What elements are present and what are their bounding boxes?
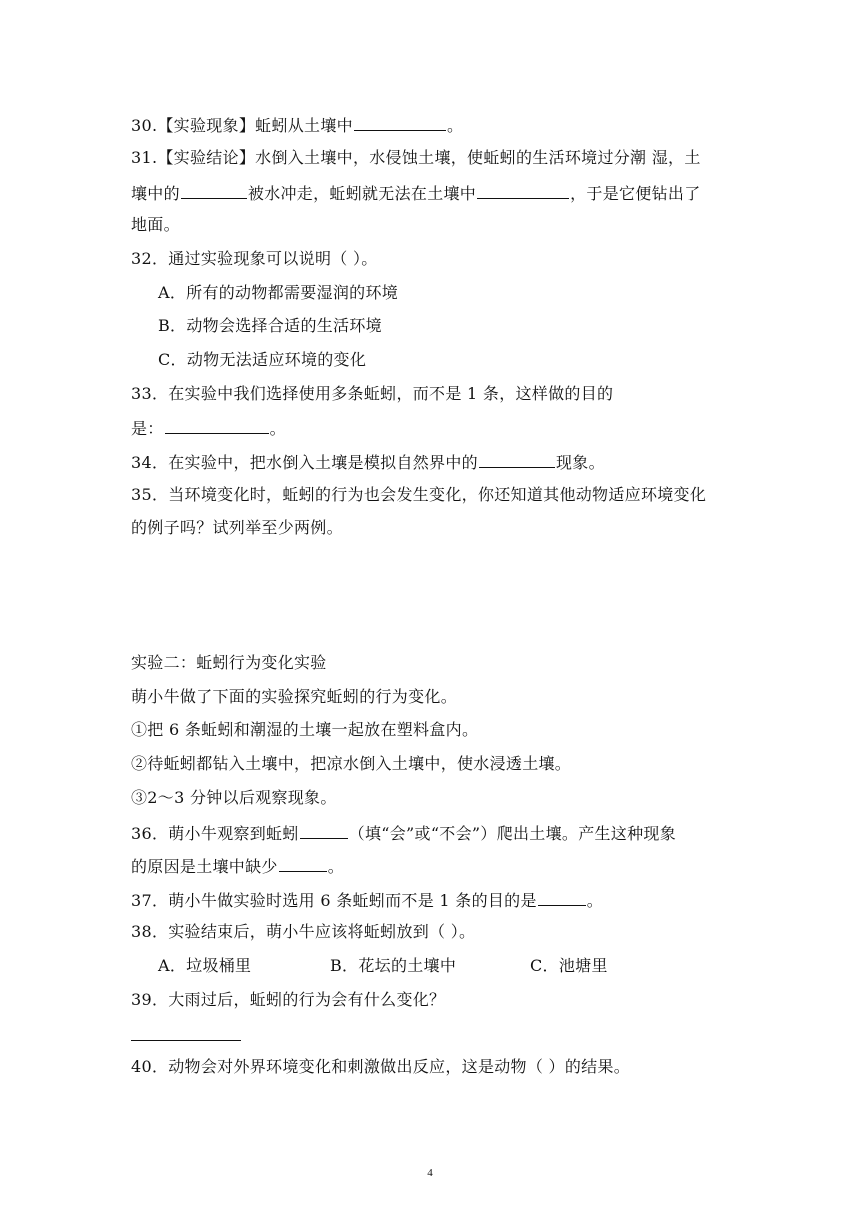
q30-text-end: 。 — [446, 116, 464, 135]
q37-answer-blank[interactable] — [538, 889, 586, 906]
question-31-line-1: 31.【实验结论】水倒入土壤中，水侵蚀土壤，使蚯蚓的生活环境过分潮 湿，土 — [131, 148, 701, 167]
q34-answer-blank[interactable] — [479, 451, 555, 468]
q32-option-b[interactable]: B．动物会选择合适的生活环境 — [158, 316, 382, 335]
q30-text: 30.【实验现象】蚯蚓从土壤中 — [131, 116, 353, 135]
q39-answer-line[interactable] — [131, 1040, 241, 1041]
question-31-line-2 — [131, 182, 741, 204]
q32-option-a[interactable]: A．所有的动物都需要湿润的环境 — [158, 283, 399, 302]
question-35-line-1: 35．当环境变化时，蚯蚓的行为也会发生变化，你还知道其他动物适应环境变化 — [131, 485, 707, 504]
q31-answer-blank-2[interactable] — [477, 182, 569, 199]
q31-text-b: 被水冲走，蚯蚓就无法在土壤中 — [247, 184, 477, 203]
q38-options — [158, 956, 768, 976]
q33-text-b: 。 — [269, 419, 286, 438]
question-33-line-2 — [131, 417, 741, 439]
experiment-2-title: 实验二：蚯蚓行为变化实验 — [131, 653, 327, 672]
q37-text-b: 。 — [586, 891, 604, 910]
question-33-line-1: 33．在实验中我们选择使用多条蚯蚓，而不是 1 条，这样做的目的 — [131, 384, 614, 403]
question-37 — [131, 889, 741, 911]
q32-option-c[interactable]: C．动物无法适应环境的变化 — [158, 350, 367, 369]
question-36-line-2 — [131, 855, 741, 877]
q36-text-c: 的原因是土壤中缺少 — [131, 857, 278, 876]
q33-text-a: 是： — [131, 419, 164, 438]
question-34 — [131, 451, 741, 473]
question-31-line-3: 地面。 — [131, 215, 180, 234]
q36-text-d: 。 — [327, 857, 345, 876]
q38-option-b[interactable]: B．花坛的土壤中 — [330, 956, 457, 975]
question-38-stem: 38．实验结束后，萌小牛应该将蚯蚓放到（ ）。 — [131, 922, 476, 941]
q38-option-c[interactable]: C．池塘里 — [530, 956, 608, 975]
experiment-2-step-1: ①把 6 条蚯蚓和潮湿的土壤一起放在塑料盒内。 — [131, 720, 479, 739]
q37-text-a: 37．萌小牛做实验时选用 6 条蚯蚓而不是 1 条的目的是 — [131, 891, 537, 910]
q31-text-a: 壤中的 — [131, 184, 180, 203]
q34-text-b: 现象。 — [555, 453, 605, 472]
q36-answer-blank-1[interactable] — [300, 822, 348, 839]
q36-text-a: 36．萌小牛观察到蚯蚓 — [131, 824, 299, 843]
q38-option-a[interactable]: A．垃圾桶里 — [158, 956, 252, 975]
question-32-stem: 32．通过实验现象可以说明（ ）。 — [131, 249, 378, 268]
q36-answer-blank-2[interactable] — [279, 855, 327, 872]
question-30 — [131, 114, 741, 136]
q30-answer-blank[interactable] — [354, 114, 446, 131]
experiment-2-step-3: ③2～3 分钟以后观察现象。 — [131, 788, 337, 807]
q33-answer-blank[interactable] — [165, 417, 269, 434]
question-36-line-1 — [131, 822, 741, 844]
q34-text-a: 34．在实验中，把水倒入土壤是模拟自然界中的 — [131, 453, 478, 472]
experiment-2-intro: 萌小牛做了下面的实验探究蚯蚓的行为变化。 — [131, 687, 458, 706]
page-number: 4 — [427, 1167, 433, 1179]
q31-text-c: ，于是它便钻出了 — [570, 184, 701, 203]
question-40-stem: 40．动物会对外界环境变化和刺激做出反应，这是动物（ ）的结果。 — [131, 1057, 631, 1076]
question-35-line-2: 的例子吗？试列举至少两例。 — [131, 518, 343, 537]
q31-answer-blank-1[interactable] — [181, 182, 247, 199]
question-39-stem: 39．大雨过后，蚯蚓的行为会有什么变化？ — [131, 990, 446, 1009]
experiment-2-step-2: ②待蚯蚓都钻入土壤中，把凉水倒入土壤中，使水浸透土壤。 — [131, 754, 572, 773]
q36-text-b: （填“会”或“不会”）爬出土壤。产生这种现象 — [348, 824, 676, 843]
